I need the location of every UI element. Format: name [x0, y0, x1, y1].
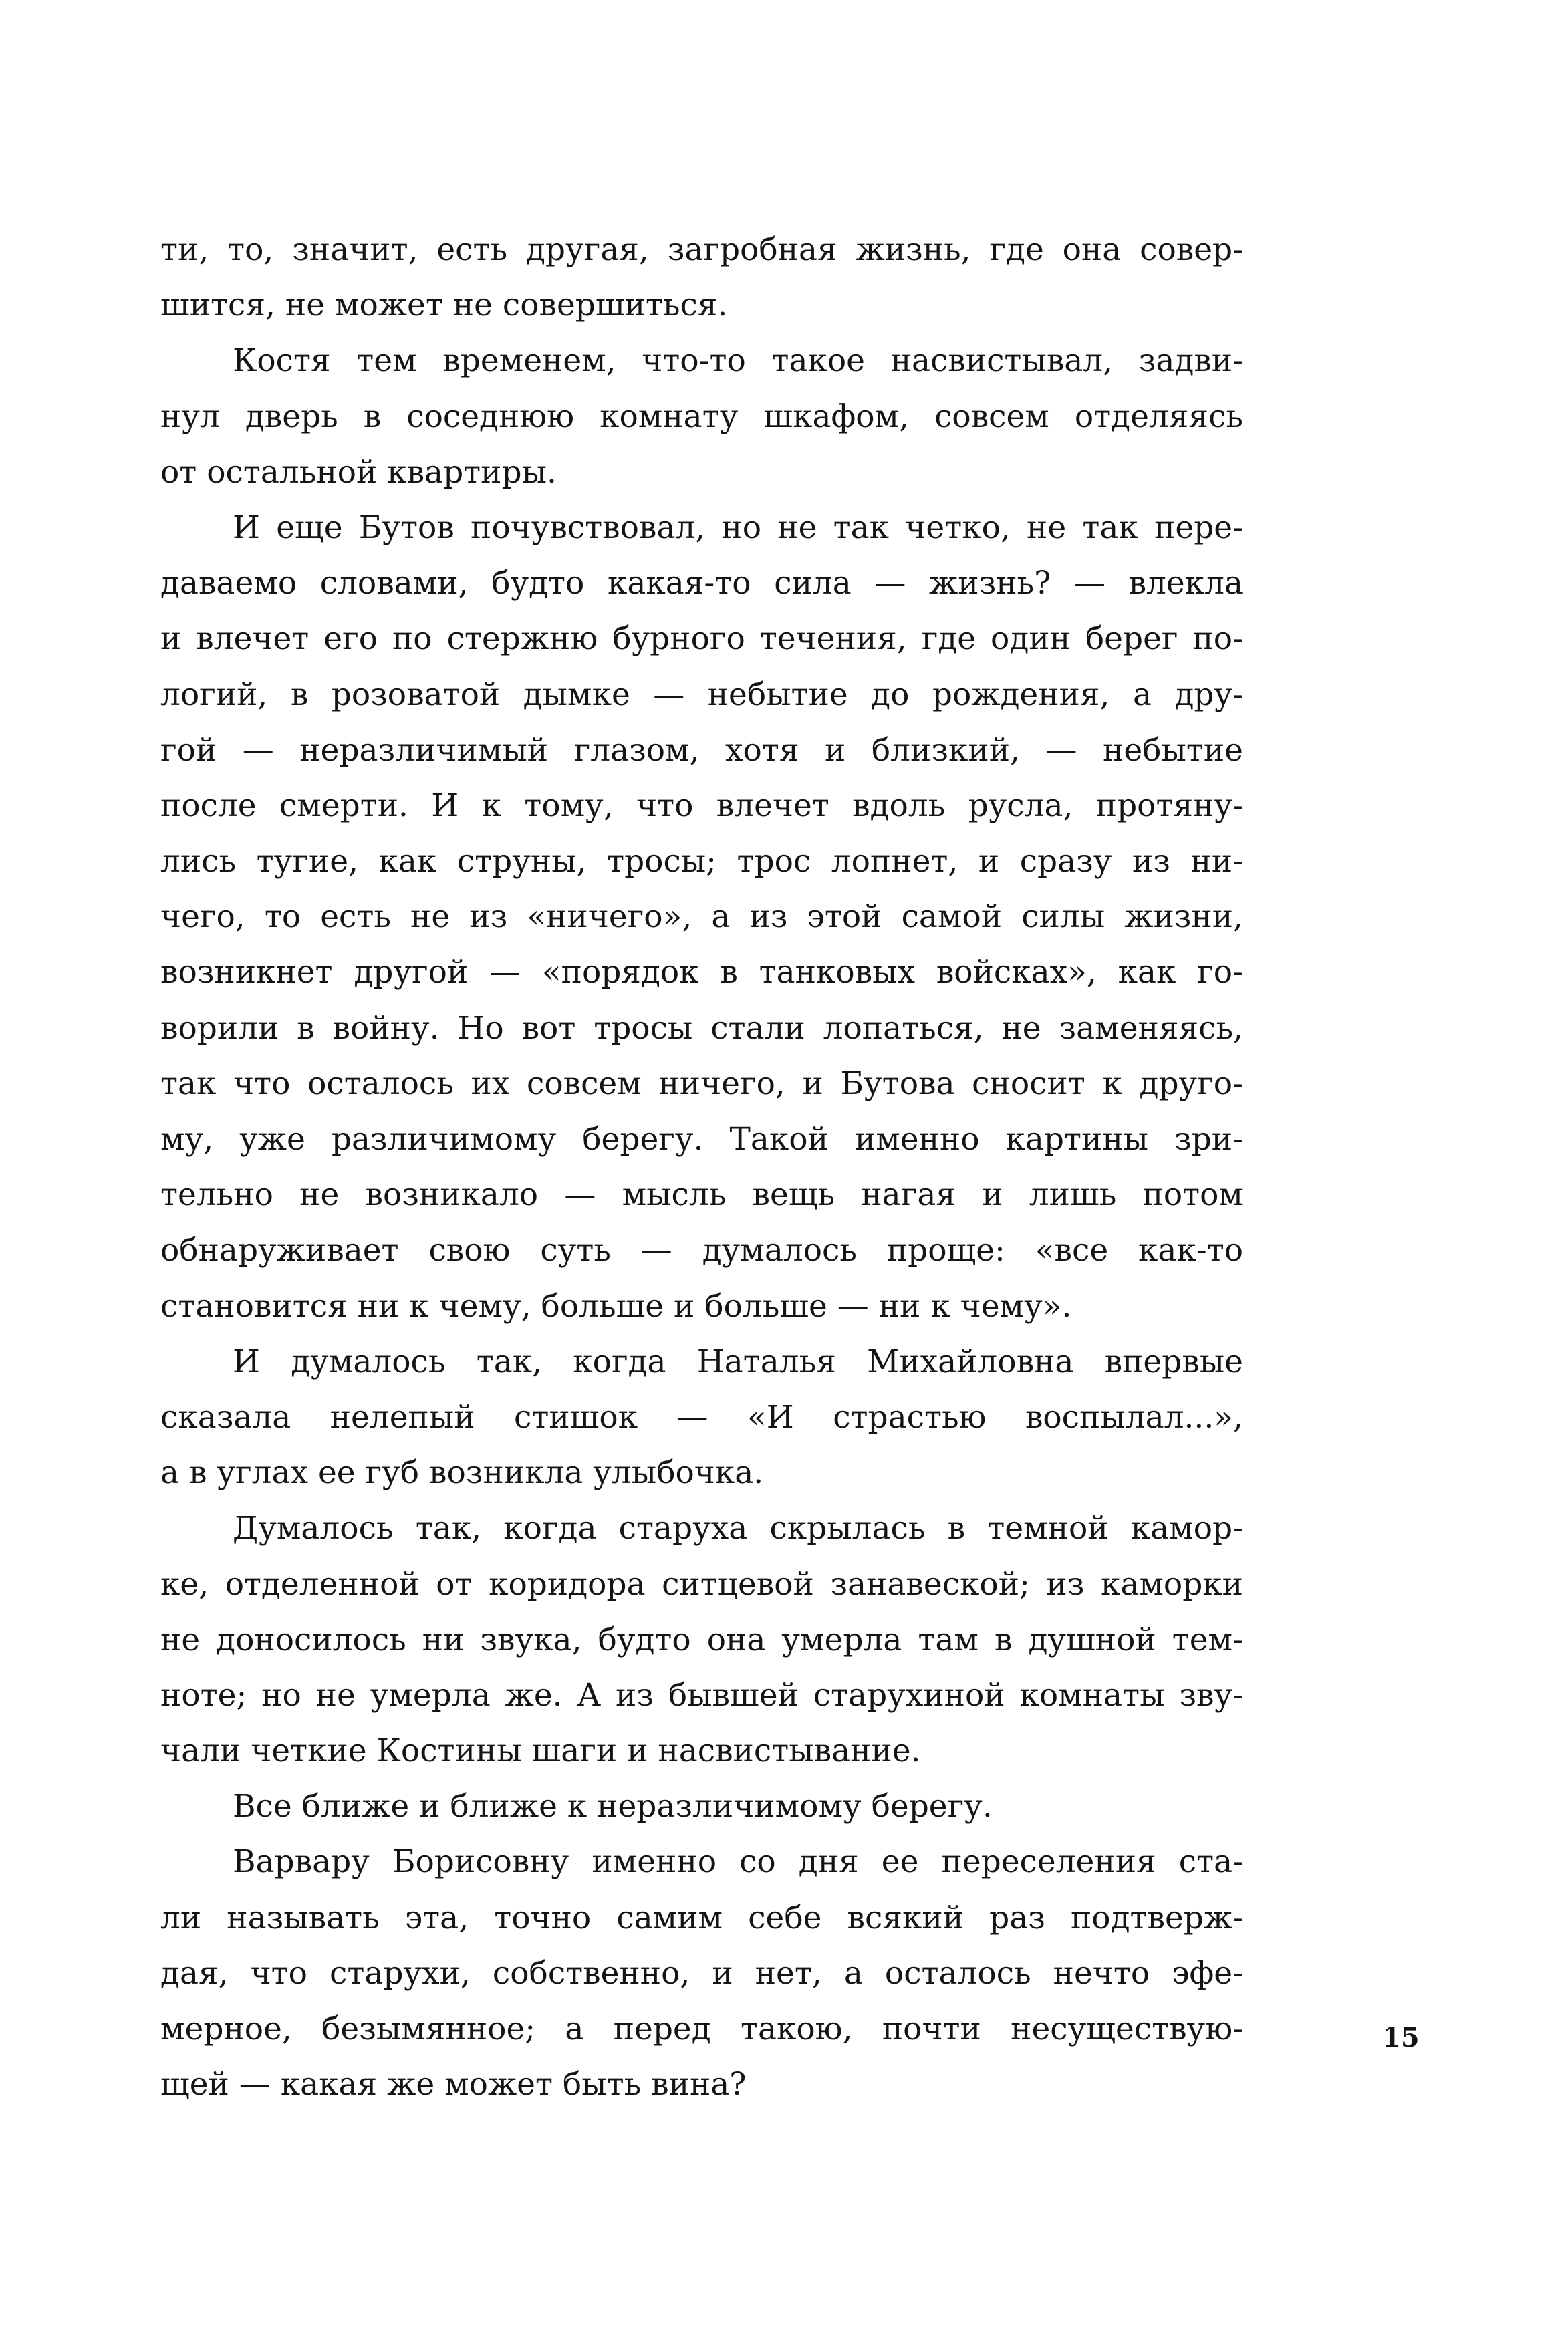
text-line: гой — неразличимый глазом, хотя и близкий, — небытие	[160, 731, 1243, 769]
text-line: становится ни к чему, больше и больше — ни к чему».	[160, 1287, 1072, 1325]
text-line: ли называть эта, точно самим себе всякий раз подтверж-	[160, 1899, 1243, 1936]
text-line: Думалось так, когда старуха скрылась в темной камор-	[233, 1510, 1243, 1547]
text-line: Все ближе и ближе к неразличимому берегу.	[233, 1788, 993, 1825]
text-line: логий, в розоватой дымке — небытие до рождения, а дру-	[160, 676, 1243, 713]
text-line: сказала нелепый стишок — «И страстью воспылал...»,	[160, 1398, 1243, 1436]
text-line: обнаруживает свою суть — думалось проще: «все как-то	[160, 1232, 1243, 1269]
text-line: Варвару Борисовну именно со дня ее переселения ста-	[233, 1843, 1243, 1881]
text-line: и влечет его по стержню бурного течения, где один берег по-	[160, 620, 1243, 658]
text-line: даваемо словами, будто какая-то сила — жизнь? — влекла	[160, 565, 1243, 602]
text-line: ноте; но не умерла же. А из бывшей старухиной комнаты зву-	[160, 1676, 1243, 1714]
text-line: ти, то, значит, есть другая, загробная жизнь, где она совер-	[160, 231, 1243, 268]
text-line: лись тугие, как струны, тросы; трос лопнет, и сразу из ни-	[160, 843, 1243, 880]
text-line: дая, что старухи, собственно, и нет, а осталось нечто эфе-	[160, 1954, 1243, 1992]
text-line: тельно не возникало — мысль вещь нагая и лишь потом	[160, 1176, 1243, 1214]
text-line: шится, не может не совершиться.	[160, 287, 728, 324]
text-line: чего, то есть не из «ничего», а из этой самой силы жизни,	[160, 898, 1243, 936]
text-line: щей — какая же может быть вина?	[160, 2066, 747, 2103]
page-body-text	[160, 222, 1243, 2112]
text-line: возникнет другой — «порядок в танковых войсках», как го-	[160, 954, 1243, 991]
text-line: И думалось так, когда Наталья Михайловна впервые	[233, 1343, 1243, 1380]
text-line: а в углах ее губ возникла улыбочка.	[160, 1454, 764, 1492]
text-line: ворили в войну. Но вот тросы стали лопаться, не заменяясь,	[160, 1009, 1243, 1047]
text-line: му, уже различимому берегу. Такой именно картины зри-	[160, 1121, 1243, 1158]
text-line: после смерти. И к тому, что влечет вдоль русла, протяну-	[160, 787, 1243, 824]
text-line: не доносилось ни звука, будто она умерла там в душной тем-	[160, 1621, 1243, 1658]
text-line: чали четкие Костины шаги и насвистывание.	[160, 1732, 921, 1770]
text-line: И еще Бутов почувствовал, но не так четко, не так пере-	[233, 509, 1243, 546]
text-line: мерное, безымянное; а перед такою, почти несуществую-	[160, 2010, 1243, 2047]
text-line: нул дверь в соседнюю комнату шкафом, совсем отделяясь	[160, 398, 1243, 435]
text-line: от остальной квартиры.	[160, 453, 557, 491]
text-line: Костя тем временем, что-то такое насвистывал, задви-	[233, 342, 1243, 380]
page-number: 15	[1382, 2022, 1420, 2053]
text-line: так что осталось их совсем ничего, и Бутова сносит к друго-	[160, 1065, 1243, 1102]
text-line: ке, отделенной от коридора ситцевой занавеской; из каморки	[160, 1565, 1243, 1603]
